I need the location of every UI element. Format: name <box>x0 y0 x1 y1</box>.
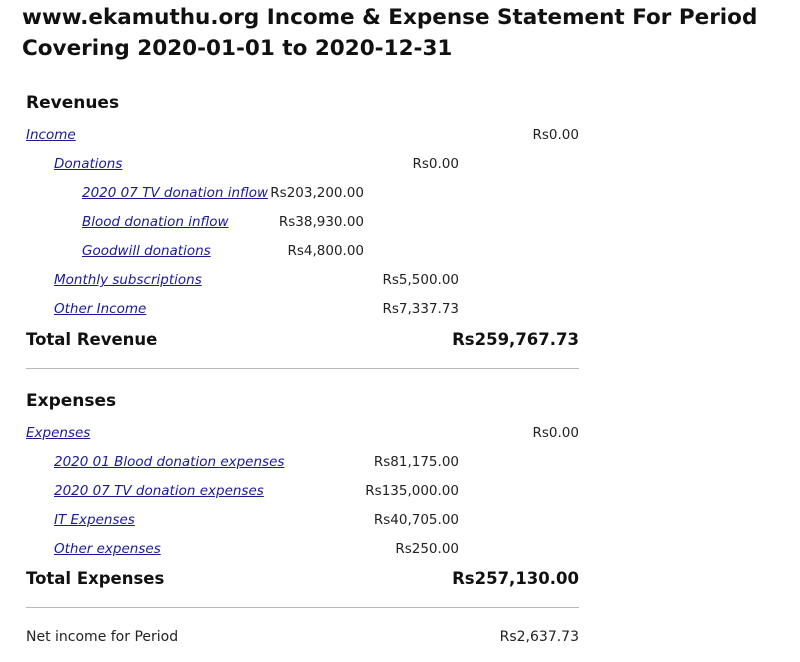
account-row-other-income <box>0 298 800 320</box>
blood-donation-inflow-amount: Rs38,930.00 <box>278 214 364 230</box>
revenues-divider <box>26 368 579 369</box>
net-income-amount: Rs2,637.73 <box>499 629 579 645</box>
blood-donation-expenses-link[interactable]: 2020 01 Blood donation expenses <box>54 454 285 470</box>
blood-donation-expenses-amount: Rs81,175.00 <box>373 454 459 470</box>
other-income-amount: Rs7,337.73 <box>382 301 459 317</box>
account-row-other-expenses <box>0 538 800 560</box>
account-row-blood-donation-expenses <box>0 451 800 473</box>
other-expenses-link[interactable]: Other expenses <box>54 541 161 557</box>
monthly-subscriptions-amount: Rs5,500.00 <box>382 272 459 288</box>
tv-donation-expenses-link[interactable]: 2020 07 TV donation expenses <box>54 483 264 499</box>
total-expenses-label: Total Expenses <box>26 569 165 588</box>
blood-donation-inflow-link[interactable]: Blood donation inflow <box>82 214 229 230</box>
other-expenses-amount: Rs250.00 <box>395 541 459 557</box>
account-row-it-expenses <box>0 509 800 531</box>
total-revenue-label: Total Revenue <box>26 330 158 349</box>
account-row-goodwill-donations <box>0 240 800 262</box>
income-link[interactable]: Income <box>26 127 76 143</box>
expenses-link[interactable]: Expenses <box>26 425 91 441</box>
page-title: www.ekamuthu.org Income & Expense Statement For Period Covering 2020-01-01 to 2020-12-31 <box>22 5 758 61</box>
account-row-expenses <box>0 422 800 444</box>
tv-donation-expenses-amount: Rs135,000.00 <box>365 483 459 499</box>
revenues-heading: Revenues <box>26 93 120 113</box>
it-expenses-link[interactable]: IT Expenses <box>54 512 135 528</box>
expenses-divider <box>26 607 579 608</box>
expenses-heading: Expenses <box>26 391 117 411</box>
tv-donation-inflow-link[interactable]: 2020 07 TV donation inflow <box>82 185 269 201</box>
account-row-income <box>0 124 800 146</box>
other-income-link[interactable]: Other Income <box>54 301 147 317</box>
income-amount: Rs0.00 <box>532 127 579 143</box>
expenses-amount: Rs0.00 <box>532 425 579 441</box>
account-row-monthly-subscriptions <box>0 269 800 291</box>
total-revenue-amount: Rs259,767.73 <box>452 330 579 349</box>
account-row-tv-donation-inflow <box>0 182 800 204</box>
net-income-label: Net income for Period <box>26 629 179 645</box>
account-row-blood-donation-inflow <box>0 211 800 233</box>
account-row-tv-donation-expenses <box>0 480 800 502</box>
goodwill-donations-link[interactable]: Goodwill donations <box>82 243 211 259</box>
account-row-donations <box>0 153 800 175</box>
it-expenses-amount: Rs40,705.00 <box>373 512 459 528</box>
goodwill-donations-amount: Rs4,800.00 <box>287 243 364 259</box>
donations-amount: Rs0.00 <box>412 156 459 172</box>
total-expenses-amount: Rs257,130.00 <box>452 569 579 588</box>
tv-donation-inflow-amount: Rs203,200.00 <box>270 185 364 201</box>
monthly-subscriptions-link[interactable]: Monthly subscriptions <box>54 272 202 288</box>
donations-link[interactable]: Donations <box>54 156 123 172</box>
